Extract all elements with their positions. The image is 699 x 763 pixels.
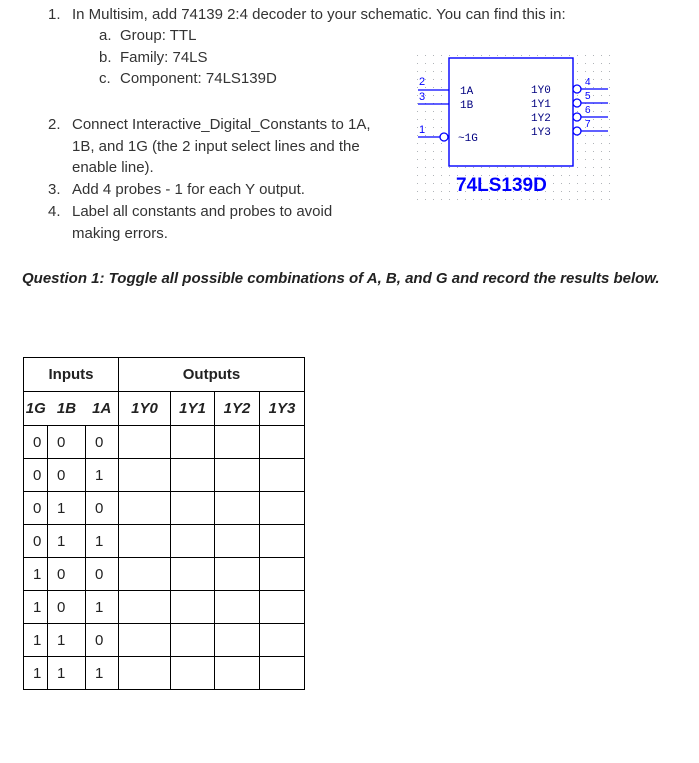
cell-1y0[interactable] [119,492,171,525]
output-label-1y3: 1Y3 [531,127,551,139]
step-2-number: 2. [48,116,61,133]
column-header-1b: 1B [48,392,86,426]
cell-1a: 1 [86,657,119,690]
cell-1g: 0 [24,459,48,492]
cell-1b: 0 [48,426,86,459]
cell-1y1[interactable] [171,459,215,492]
table-row [24,591,305,624]
truth-table [23,357,305,690]
input-label-1a: 1A [460,86,474,98]
cell-1a: 0 [86,558,119,591]
cell-1y1[interactable] [171,525,215,558]
cell-1y1[interactable] [171,558,215,591]
output-label-1y2: 1Y2 [531,113,551,125]
step-4-line-2: making errors. [72,225,168,242]
step-1-text: In Multisim, add 74139 2:4 decoder to your schematic. You can find this in: [72,6,566,23]
decoder-schematic [414,52,610,207]
table-row [24,492,305,525]
column-header-row [24,392,305,426]
pin-1g-inversion-bubble [440,133,448,141]
column-header-1y3: 1Y3 [260,392,305,426]
cell-1b: 0 [48,558,86,591]
cell-1y1[interactable] [171,492,215,525]
cell-1y3[interactable] [260,525,305,558]
cell-1b: 0 [48,591,86,624]
cell-1g: 1 [24,657,48,690]
cell-1y2[interactable] [215,657,260,690]
pin-number-3: 3 [419,91,426,103]
cell-1y2[interactable] [215,459,260,492]
step-2-line-1: Connect Interactive_Digital_Constants to 1A, [72,116,371,133]
pin-number-5: 5 [585,91,591,102]
cell-1a: 1 [86,459,119,492]
step-1-number: 1. [48,6,61,23]
cell-1y3[interactable] [260,558,305,591]
cell-1g: 1 [24,591,48,624]
cell-1y2[interactable] [215,558,260,591]
outputs-group-header: Outputs [119,358,305,392]
output-label-1y1: 1Y1 [531,99,551,111]
pin-number-2: 2 [419,76,426,88]
cell-1a: 0 [86,426,119,459]
cell-1b: 1 [48,525,86,558]
pin-number-1: 1 [419,124,426,136]
cell-1y1[interactable] [171,591,215,624]
input-label-1b: 1B [460,100,474,112]
step-1c-text: Component: 74LS139D [120,70,277,87]
cell-1y0[interactable] [119,624,171,657]
step-2-line-3: enable line). [72,159,154,176]
cell-1y2[interactable] [215,426,260,459]
cell-1b: 1 [48,624,86,657]
cell-1y0[interactable] [119,525,171,558]
column-header-1y1: 1Y1 [171,392,215,426]
step-1b-letter: b. [99,49,112,66]
cell-1y0[interactable] [119,591,171,624]
table-row [24,525,305,558]
cell-1a: 0 [86,624,119,657]
cell-1g: 0 [24,426,48,459]
column-header-1y0: 1Y0 [119,392,171,426]
pin-1y3-bubble [573,127,581,135]
table-row [24,558,305,591]
step-1c-letter: c. [99,70,111,87]
pin-1y0-bubble [573,85,581,93]
cell-1y0[interactable] [119,426,171,459]
input-label-1g: ~1G [458,133,478,145]
pin-1y1-bubble [573,99,581,107]
step-2-line-2: 1B, and 1G (the 2 input select lines and the [72,138,360,155]
step-1b-text: Family: 74LS [120,49,208,66]
table-row [24,459,305,492]
column-header-1a: 1A [86,392,119,426]
cell-1g: 1 [24,624,48,657]
cell-1y0[interactable] [119,459,171,492]
step-4-line-1: Label all constants and probes to avoid [72,203,333,220]
cell-1a: 1 [86,591,119,624]
step-1a-letter: a. [99,27,112,44]
cell-1b: 1 [48,657,86,690]
cell-1y3[interactable] [260,459,305,492]
table-row [24,657,305,690]
column-header-1g: 1G [24,392,48,426]
chip-body [449,58,573,166]
cell-1b: 1 [48,492,86,525]
pin-1y2-bubble [573,113,581,121]
cell-1y2[interactable] [215,624,260,657]
cell-1y1[interactable] [171,426,215,459]
cell-1y3[interactable] [260,591,305,624]
cell-1y2[interactable] [215,591,260,624]
cell-1y3[interactable] [260,426,305,459]
cell-1y2[interactable] [215,525,260,558]
cell-1y0[interactable] [119,657,171,690]
cell-1y3[interactable] [260,657,305,690]
cell-1g: 1 [24,558,48,591]
cell-1g: 0 [24,492,48,525]
pin-number-7: 7 [585,119,591,130]
pin-number-4: 4 [585,77,591,88]
step-1a-text: Group: TTL [120,27,197,44]
table-row [24,624,305,657]
column-header-1y2: 1Y2 [215,392,260,426]
cell-1y1[interactable] [171,657,215,690]
output-label-1y0: 1Y0 [531,85,551,97]
cell-1y3[interactable] [260,492,305,525]
cell-1b: 0 [48,459,86,492]
step-4-number: 4. [48,203,61,220]
cell-1a: 1 [86,525,119,558]
question-1-prompt: Question 1: Toggle all possible combinations of A, B, and G and record the results below. [22,270,660,287]
pin-number-6: 6 [585,105,591,116]
inputs-group-header: Inputs [24,358,119,392]
cell-1y3[interactable] [260,624,305,657]
step-3-text: Add 4 probes - 1 for each Y output. [72,181,305,198]
cell-1a: 0 [86,492,119,525]
step-3-number: 3. [48,181,61,198]
cell-1y0[interactable] [119,558,171,591]
table-row [24,426,305,459]
cell-1g: 0 [24,525,48,558]
cell-1y2[interactable] [215,492,260,525]
part-name-label: 74LS139D [456,175,547,196]
cell-1y1[interactable] [171,624,215,657]
